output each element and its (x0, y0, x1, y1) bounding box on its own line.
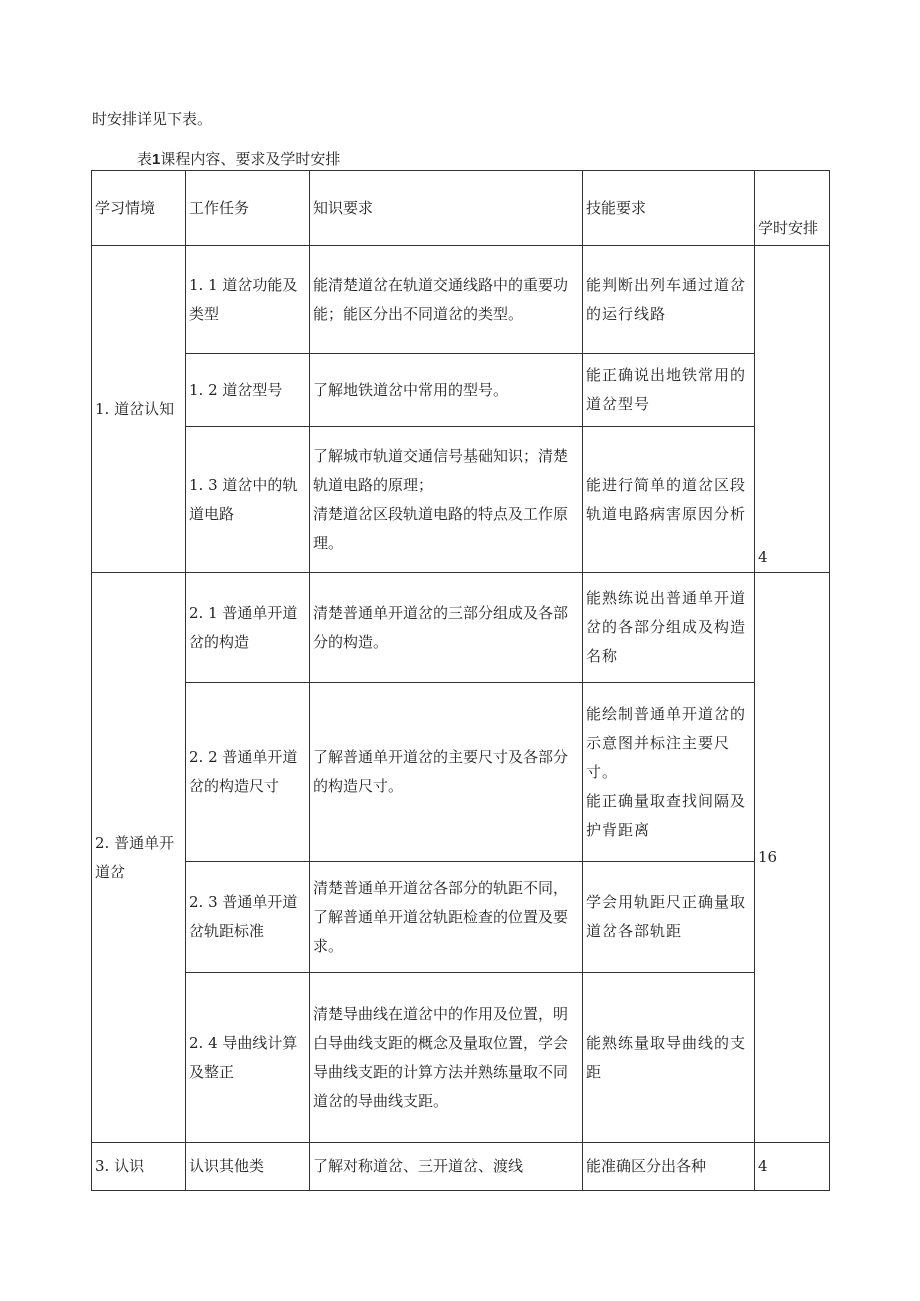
header-cell: 学时安排 (755, 171, 830, 246)
task-cell: 2. 1 普通单开道岔的构造 (186, 573, 310, 683)
situation-cell: 1. 道岔认知 (92, 246, 186, 573)
skill-cell: 能准确区分出各种 (583, 1143, 755, 1191)
skill-cell: 能正确说出地铁常用的道岔型号 (583, 354, 755, 427)
task-cell: 2. 2 普通单开道岔的构造尺寸 (186, 683, 310, 862)
table-row (92, 1143, 830, 1191)
knowledge-cell: 清楚导曲线在道岔中的作用及位置，明白导曲线支距的概念及量取位置，学会导曲线支距的计算方法并熟练量取不同道岔的导曲线支距。 (310, 973, 583, 1143)
skill-line: 能绘制普通单开道岔的示意图并标注主要尺寸。 (586, 704, 747, 781)
knowledge-cell: 了解普通单开道岔的主要尺寸及各部分的构造尺寸。 (310, 683, 583, 862)
knowledge-cell: 了解对称道岔、三开道岔、渡线 (310, 1143, 583, 1191)
header-cell: 工作任务 (186, 171, 310, 246)
header-cell: 技能要求 (583, 171, 755, 246)
task-cell: 2. 3 普通单开道岔轨距标准 (186, 862, 310, 973)
skill-cell: 能熟练量取导曲线的支距 (583, 973, 755, 1143)
skill-cell: 能熟练说出普通单开道岔的各部分组成及构造名称 (583, 573, 755, 683)
hours-cell: 4 (755, 1143, 830, 1191)
table-row (92, 427, 830, 573)
header-row (92, 171, 830, 246)
task-cell: 2. 4 导曲线计算及整正 (186, 973, 310, 1143)
caption-prefix: 表 (137, 150, 153, 168)
skill-cell: 能进行简单的道岔区段轨道电路病害原因分析 (583, 427, 755, 573)
task-cell: 1. 2 道岔型号 (186, 354, 310, 427)
task-cell: 1. 1 道岔功能及类型 (186, 246, 310, 354)
hours-cell: 4 (755, 246, 830, 573)
knowledge-cell (310, 427, 583, 573)
skill-cell (583, 683, 755, 862)
table-row (92, 573, 830, 683)
situation-cell: 3. 认识 (92, 1143, 186, 1191)
header-cell: 知识要求 (310, 171, 583, 246)
knowledge-line: 了解城市轨道交通信号基础知识；清楚轨道电路的原理； (313, 446, 569, 494)
table-caption (137, 148, 340, 169)
knowledge-cell: 清楚普通单开道岔各部分的轨距不同，了解普通单开道岔轨距检查的位置及要求。 (310, 862, 583, 973)
hours-cell: 16 (755, 573, 830, 1143)
skill-cell: 学会用轨距尺正确量取道岔各部轨距 (583, 862, 755, 973)
skill-line: 能正确量取查找间隔及护背距离 (586, 791, 747, 839)
caption-number: 1 (152, 151, 161, 168)
caption-title: 课程内容、要求及学时安排 (160, 150, 341, 168)
table-row (92, 862, 830, 973)
table-row (92, 973, 830, 1143)
situation-cell: 2. 普通单开道岔 (92, 573, 186, 1143)
course-table (91, 170, 830, 1191)
knowledge-line: 清楚道岔区段轨道电路的特点及工作原理。 (313, 504, 569, 552)
skill-cell: 能判断出列车通过道岔的运行线路 (583, 246, 755, 354)
task-cell: 1. 3 道岔中的轨道电路 (186, 427, 310, 573)
table-row (92, 246, 830, 354)
knowledge-cell: 了解地铁道岔中常用的型号。 (310, 354, 583, 427)
intro-text: 时安排详见下表。 (92, 110, 213, 128)
knowledge-cell: 能清楚道岔在轨道交通线路中的重要功能；能区分出不同道岔的类型。 (310, 246, 583, 354)
table-row (92, 683, 830, 862)
knowledge-cell: 清楚普通单开道岔的三部分组成及各部分的构造。 (310, 573, 583, 683)
header-cell: 学习情境 (92, 171, 186, 246)
task-cell: 认识其他类 (186, 1143, 310, 1191)
table-row (92, 354, 830, 427)
